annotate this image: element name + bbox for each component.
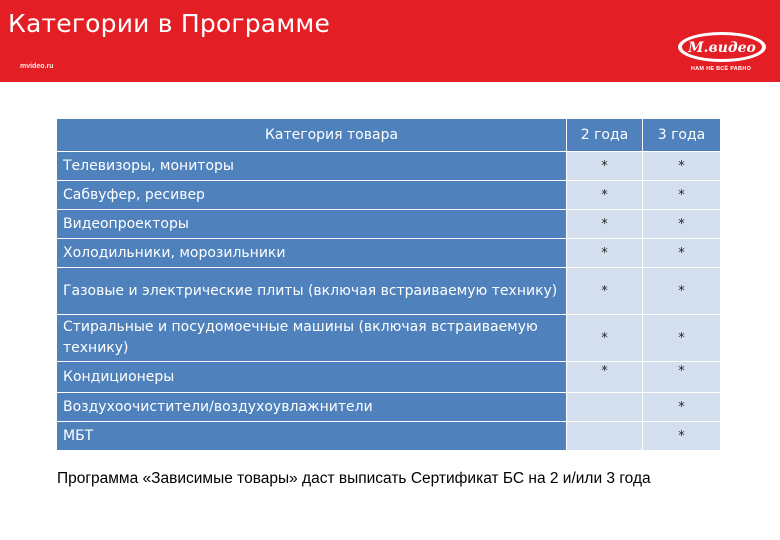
header-banner <box>0 0 780 82</box>
category-name: Сабвуфер, ресивер <box>57 181 567 210</box>
table-row <box>57 210 721 239</box>
mark-3-years: * <box>643 181 721 210</box>
logo-tagline: НАМ НЕ ВСЁ РАВНО <box>690 66 752 72</box>
mark-2-years: * <box>567 315 643 362</box>
program-note: Программа «Зависимые товары» даст выписать Сертификат БС на 2 и/или 3 года <box>57 470 651 487</box>
category-name: Холодильники, морозильники <box>57 239 567 268</box>
mark-2-years: * <box>567 210 643 239</box>
mark-3-years: * <box>643 210 721 239</box>
site-url: mvideo.ru <box>20 63 54 70</box>
mark-2-years: * <box>567 239 643 268</box>
mark-3-years: * <box>643 422 721 451</box>
header-2-years: 2 года <box>567 119 643 152</box>
category-name: Кондиционеры <box>57 362 567 393</box>
mark-2-years: * <box>567 181 643 210</box>
mark-3-years: * <box>643 315 721 362</box>
header-category: Категория товара <box>57 119 567 152</box>
header-3-years: 3 года <box>643 119 721 152</box>
table-row <box>57 239 721 268</box>
category-name: Видеопроекторы <box>57 210 567 239</box>
mark-3-years: * <box>643 268 721 315</box>
mvideo-logo <box>674 30 770 76</box>
mark-2-years: * <box>567 362 643 393</box>
mark-3-years: * <box>643 152 721 181</box>
category-name: МБТ <box>57 422 567 451</box>
category-name: Воздухоочистители/воздухоувлажнители <box>57 393 567 422</box>
table-row <box>57 315 721 362</box>
page-title: Категории в Программе <box>8 9 331 38</box>
mark-3-years: * <box>643 239 721 268</box>
mark-3-years: * <box>643 362 721 393</box>
mark-2-years <box>567 393 643 422</box>
category-name: Стиральные и посудомоечные машины (включая встраиваемую технику) <box>57 315 567 362</box>
category-name: Телевизоры, мониторы <box>57 152 567 181</box>
table-row <box>57 362 721 393</box>
mark-3-years: * <box>643 393 721 422</box>
mark-2-years: * <box>567 268 643 315</box>
table-row <box>57 422 721 451</box>
mark-2-years <box>567 422 643 451</box>
category-table <box>56 118 721 451</box>
table-row <box>57 393 721 422</box>
table-row <box>57 181 721 210</box>
table-header-row <box>57 119 721 152</box>
svg-text:М.видео: М.видео <box>688 40 756 56</box>
table-row <box>57 268 721 315</box>
table-row <box>57 152 721 181</box>
mark-2-years: * <box>567 152 643 181</box>
category-name: Газовые и электрические плиты (включая встраиваемую технику) <box>57 268 567 315</box>
